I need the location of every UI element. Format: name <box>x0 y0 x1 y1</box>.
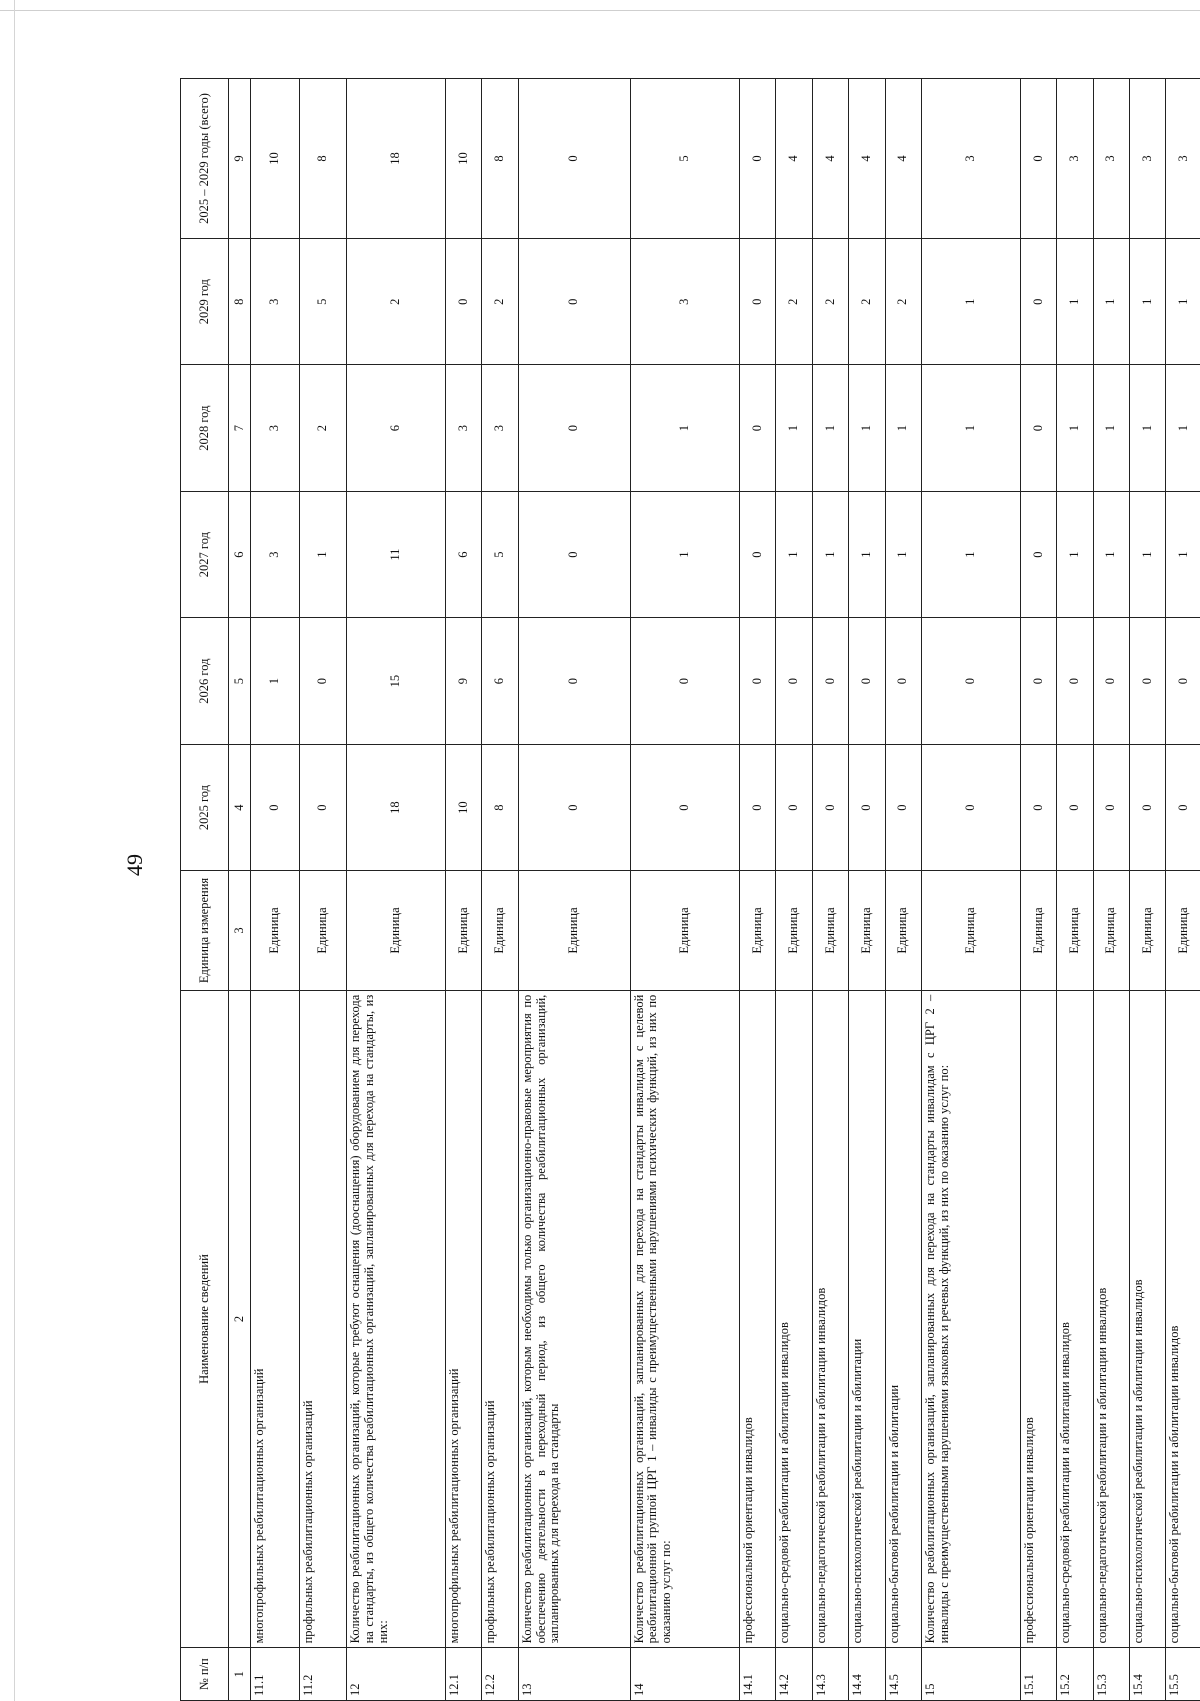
row-number: 14.2 <box>776 1648 812 1701</box>
value-2029: 3 <box>251 238 300 364</box>
column-number: 9 <box>229 79 251 239</box>
value-2028: 0 <box>1020 365 1056 491</box>
value-2026: 0 <box>1093 618 1129 744</box>
value-2026: 0 <box>812 618 848 744</box>
value-2026: 15 <box>347 618 446 744</box>
value-2029: 1 <box>921 238 1020 364</box>
table-row <box>446 79 482 1701</box>
row-name: многопрофильных реабилитационных организаций <box>446 990 482 1648</box>
row-unit: Единица <box>1130 871 1166 990</box>
data-table <box>180 78 1200 1701</box>
table-row <box>300 79 347 1701</box>
row-number: 14.4 <box>849 1648 885 1701</box>
value-2025: 18 <box>347 744 446 870</box>
value-2025: 0 <box>1093 744 1129 870</box>
value-2027: 1 <box>1166 491 1200 617</box>
value-total: 10 <box>251 79 300 239</box>
row-unit: Единица <box>921 871 1020 990</box>
header-cell: Наименование сведений <box>181 990 229 1648</box>
scan-edge-top <box>0 0 1200 11</box>
table-row <box>885 79 921 1701</box>
table-row <box>630 79 739 1701</box>
value-2028: 1 <box>776 365 812 491</box>
value-2029: 0 <box>518 238 630 364</box>
row-name: профессиональной ориентации инвалидов <box>1020 990 1056 1648</box>
row-unit: Единица <box>1093 871 1129 990</box>
value-total: 4 <box>812 79 848 239</box>
value-2028: 1 <box>885 365 921 491</box>
row-number: 12.1 <box>446 1648 482 1701</box>
value-2028: 3 <box>446 365 482 491</box>
value-total: 0 <box>1020 79 1056 239</box>
value-total: 3 <box>1130 79 1166 239</box>
value-total: 3 <box>1093 79 1129 239</box>
value-2029: 0 <box>1020 238 1056 364</box>
value-2026: 0 <box>300 618 347 744</box>
value-2026: 6 <box>482 618 518 744</box>
row-number: 14.1 <box>739 1648 775 1701</box>
row-unit: Единица <box>812 871 848 990</box>
value-2025: 0 <box>518 744 630 870</box>
value-2027: 1 <box>849 491 885 617</box>
row-number: 15.2 <box>1057 1648 1093 1701</box>
table-row <box>812 79 848 1701</box>
value-2027: 11 <box>347 491 446 617</box>
value-total: 3 <box>921 79 1020 239</box>
value-2026: 0 <box>885 618 921 744</box>
row-name: профессиональной ориентации инвалидов <box>739 990 775 1648</box>
row-number: 11.2 <box>300 1648 347 1701</box>
value-2025: 0 <box>776 744 812 870</box>
table-header <box>181 79 251 1701</box>
column-number: 7 <box>229 365 251 491</box>
value-2028: 6 <box>347 365 446 491</box>
value-2029: 2 <box>885 238 921 364</box>
row-name: социально-педагогической реабилитации и абилитации инвалидов <box>812 990 848 1648</box>
value-2027: 0 <box>739 491 775 617</box>
row-name: Количество реабилитационных организаций, которые требуют оснащения (дооснащения) оборудованием для перехода на стандарты, из общего количества реабилитационных организаций, запланированных для перехода на стандарты, из них: <box>347 990 446 1648</box>
value-2028: 1 <box>921 365 1020 491</box>
page-number: 49 <box>122 854 147 876</box>
table-row <box>251 79 300 1701</box>
row-name: социально-психологической реабилитации и абилитации инвалидов <box>1130 990 1166 1648</box>
row-unit: Единица <box>630 871 739 990</box>
value-2027: 1 <box>1130 491 1166 617</box>
value-2026: 0 <box>739 618 775 744</box>
row-name: социально-психологической реабилитации и абилитации <box>849 990 885 1648</box>
table-row <box>849 79 885 1701</box>
row-number: 12.2 <box>482 1648 518 1701</box>
value-2027: 1 <box>300 491 347 617</box>
value-2028: 1 <box>1130 365 1166 491</box>
value-2027: 0 <box>1020 491 1056 617</box>
value-2026: 0 <box>1057 618 1093 744</box>
row-unit: Единица <box>885 871 921 990</box>
value-2025: 0 <box>300 744 347 870</box>
row-name: социально-бытовой реабилитации и абилитации <box>885 990 921 1648</box>
value-2027: 1 <box>885 491 921 617</box>
row-unit: Единица <box>518 871 630 990</box>
row-number: 15 <box>921 1648 1020 1701</box>
value-2026: 1 <box>251 618 300 744</box>
value-2029: 0 <box>739 238 775 364</box>
value-2025: 0 <box>1020 744 1056 870</box>
row-name: социально-средовой реабилитации и абилитации инвалидов <box>1057 990 1093 1648</box>
value-total: 4 <box>776 79 812 239</box>
value-2029: 0 <box>446 238 482 364</box>
table-row <box>1057 79 1093 1701</box>
value-total: 0 <box>518 79 630 239</box>
value-2029: 2 <box>849 238 885 364</box>
value-2026: 0 <box>630 618 739 744</box>
row-unit: Единица <box>446 871 482 990</box>
row-name: социально-средовой реабилитации и абилитации инвалидов <box>776 990 812 1648</box>
value-2026: 0 <box>1130 618 1166 744</box>
value-total: 8 <box>482 79 518 239</box>
row-name: социально-бытовой реабилитации и абилитации инвалидов <box>1166 990 1200 1648</box>
row-name: Количество реабилитационных организаций, которым необходимы только организационно-правовые мероприятия по обеспечению деятельности в переходный период, из общего количества реабилитационных организаций, запланированных для перехода на стандарты <box>518 990 630 1648</box>
row-name: профильных реабилитационных организаций <box>482 990 518 1648</box>
value-total: 5 <box>630 79 739 239</box>
value-total: 10 <box>446 79 482 239</box>
value-2029: 1 <box>1166 238 1200 364</box>
column-number: 5 <box>229 618 251 744</box>
column-number: 3 <box>229 871 251 990</box>
value-2027: 1 <box>1093 491 1129 617</box>
header-cell: 2025 – 2029 годы (всего) <box>181 79 229 239</box>
row-name: профильных реабилитационных организаций <box>300 990 347 1648</box>
header-cell: 2025 год <box>181 744 229 870</box>
header-cell: 2026 год <box>181 618 229 744</box>
value-2029: 3 <box>630 238 739 364</box>
column-number: 8 <box>229 238 251 364</box>
row-unit: Единица <box>776 871 812 990</box>
scan-edge-left <box>14 0 15 1701</box>
row-name: Количество реабилитационных организаций, запланированных для перехода на стандарты инвалидам с ЦРГ 2 – инвалиды с преимущественными нарушениями языковых и речевых функций, из них по оказанию услуг по: <box>921 990 1020 1648</box>
column-number: 6 <box>229 491 251 617</box>
row-number: 14.3 <box>812 1648 848 1701</box>
row-unit: Единица <box>849 871 885 990</box>
value-2029: 2 <box>812 238 848 364</box>
value-2028: 3 <box>482 365 518 491</box>
value-2026: 0 <box>849 618 885 744</box>
header-cell: № п/п <box>181 1648 229 1701</box>
row-unit: Единица <box>347 871 446 990</box>
row-number: 13 <box>518 1648 630 1701</box>
column-number: 4 <box>229 744 251 870</box>
value-2027: 5 <box>482 491 518 617</box>
row-unit: Единица <box>482 871 518 990</box>
value-2026: 0 <box>776 618 812 744</box>
header-cell: Единица измерения <box>181 871 229 990</box>
value-2027: 6 <box>446 491 482 617</box>
value-2025: 0 <box>849 744 885 870</box>
row-number: 15.5 <box>1166 1648 1200 1701</box>
row-name: многопрофильных реабилитационных организаций <box>251 990 300 1648</box>
table-row <box>482 79 518 1701</box>
row-unit: Единица <box>1166 871 1200 990</box>
value-2025: 0 <box>739 744 775 870</box>
value-total: 4 <box>849 79 885 239</box>
table-body <box>251 79 1200 1701</box>
value-2027: 3 <box>251 491 300 617</box>
row-number: 11.1 <box>251 1648 300 1701</box>
value-2027: 0 <box>518 491 630 617</box>
header-cell: 2028 год <box>181 365 229 491</box>
value-2025: 0 <box>921 744 1020 870</box>
row-name: Количество реабилитационных организаций, запланированных для перехода на стандарты инвалидам с целевой реабилитационной группой ЦРГ 1 – инвалиды с преимущественными нарушениями психических функций, из них по оказанию услуг по: <box>630 990 739 1648</box>
row-name: социально-педагогической реабилитации и абилитации инвалидов <box>1093 990 1129 1648</box>
value-2027: 1 <box>776 491 812 617</box>
table-row <box>739 79 775 1701</box>
rotated-page <box>180 78 1200 1701</box>
value-2028: 2 <box>300 365 347 491</box>
row-number: 12 <box>347 1648 446 1701</box>
row-number: 15.1 <box>1020 1648 1056 1701</box>
column-number: 2 <box>229 990 251 1648</box>
value-2028: 0 <box>518 365 630 491</box>
value-2028: 1 <box>1057 365 1093 491</box>
value-2027: 1 <box>630 491 739 617</box>
value-2028: 3 <box>251 365 300 491</box>
value-2028: 1 <box>1093 365 1129 491</box>
value-total: 8 <box>300 79 347 239</box>
value-2025: 8 <box>482 744 518 870</box>
value-2027: 1 <box>1057 491 1093 617</box>
row-number: 14 <box>630 1648 739 1701</box>
row-number: 15.3 <box>1093 1648 1129 1701</box>
header-cell: 2029 год <box>181 238 229 364</box>
value-2029: 5 <box>300 238 347 364</box>
value-2025: 0 <box>812 744 848 870</box>
value-2029: 1 <box>1093 238 1129 364</box>
table-row <box>347 79 446 1701</box>
value-2028: 1 <box>630 365 739 491</box>
value-total: 18 <box>347 79 446 239</box>
row-unit: Единица <box>300 871 347 990</box>
column-number: 1 <box>229 1648 251 1701</box>
value-2025: 0 <box>885 744 921 870</box>
value-2026: 0 <box>518 618 630 744</box>
table-row <box>518 79 630 1701</box>
value-2027: 1 <box>812 491 848 617</box>
value-2029: 1 <box>1130 238 1166 364</box>
value-2029: 2 <box>347 238 446 364</box>
value-2028: 1 <box>812 365 848 491</box>
value-2026: 0 <box>921 618 1020 744</box>
value-2025: 0 <box>1166 744 1200 870</box>
value-2025: 10 <box>446 744 482 870</box>
value-2028: 1 <box>1166 365 1200 491</box>
value-total: 0 <box>739 79 775 239</box>
value-2029: 2 <box>776 238 812 364</box>
value-2029: 2 <box>482 238 518 364</box>
row-unit: Единица <box>1020 871 1056 990</box>
row-unit: Единица <box>1057 871 1093 990</box>
value-total: 4 <box>885 79 921 239</box>
table-row <box>1166 79 1200 1701</box>
table-row <box>776 79 812 1701</box>
value-total: 3 <box>1057 79 1093 239</box>
value-2026: 0 <box>1166 618 1200 744</box>
value-2028: 1 <box>849 365 885 491</box>
value-2027: 1 <box>921 491 1020 617</box>
table-row <box>1020 79 1056 1701</box>
header-cell: 2027 год <box>181 491 229 617</box>
row-unit: Единица <box>739 871 775 990</box>
table-row <box>921 79 1020 1701</box>
row-number: 15.4 <box>1130 1648 1166 1701</box>
value-2025: 0 <box>1130 744 1166 870</box>
value-2025: 0 <box>1057 744 1093 870</box>
value-2025: 0 <box>251 744 300 870</box>
table-row <box>1130 79 1166 1701</box>
table-row <box>1093 79 1129 1701</box>
row-number: 14.5 <box>885 1648 921 1701</box>
value-total: 3 <box>1166 79 1200 239</box>
value-2025: 0 <box>630 744 739 870</box>
value-2026: 9 <box>446 618 482 744</box>
value-2026: 0 <box>1020 618 1056 744</box>
value-2029: 1 <box>1057 238 1093 364</box>
value-2028: 0 <box>739 365 775 491</box>
row-unit: Единица <box>251 871 300 990</box>
